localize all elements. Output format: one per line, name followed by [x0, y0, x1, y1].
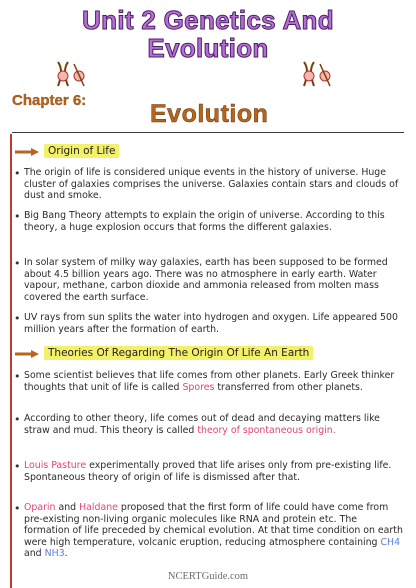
term-louis-pasture: Louis Pasture	[24, 460, 87, 471]
term-spores: Spores	[182, 381, 215, 393]
bullet-dot-icon: •	[14, 370, 21, 383]
paragraph-oparin-haldane: Oparin and Haldane proposed that the first form of life could have come from pre-existing non-living organic molecules like RNA and protein etc. The formation of life preceded by chemical evolution. At that time condition on earth were high temperature, volcanic eruption, reducing atmosphere containing CH4 and NH3.	[24, 502, 403, 560]
footer-source: NCERTGuide.com	[167, 571, 249, 582]
title-line-1: Unit 2 Genetics And	[82, 5, 334, 35]
bullet-dot-icon: •	[14, 413, 21, 426]
paragraph-other-planets: Some scientist believes that life comes from other planets. Early Greek thinker thoughts that unit of life is called Spores transferred from other planets.	[24, 370, 395, 393]
bullet-dot-icon: •	[14, 460, 21, 473]
paragraph-solar-system: In solar system of milky way galaxies, earth has been supposed to be formed about 4.5 billion years ago. There was no atmosphere in early earth. Water vapour, methane, carbon dioxide and ammonia released from molten mass covered the earth surface.	[24, 257, 388, 303]
title-line-2: Evolution	[147, 33, 269, 63]
arrow-right-icon	[14, 147, 40, 157]
term-oparin: Oparin	[24, 502, 56, 513]
term-ch4: CH4	[380, 536, 401, 548]
paragraph-origin: The origin of life is considered unique events in the history of universe. Huge cluster of galaxies comprises the universe. Galaxies contain stars and clouds of dust and smoke.	[24, 167, 399, 202]
margin-line	[10, 134, 12, 588]
bullet-dot-icon: •	[14, 167, 21, 180]
paragraph-pasteur: Louis Pasture experimentally proved that life arises only from pre-existing life. Spontaneous theory of origin of life is dismissed after that.	[24, 460, 392, 483]
term-haldane: Haldane	[79, 502, 118, 513]
section-heading-theories: Theories Of Regarding The Origin Of Life An Earth	[44, 346, 313, 360]
term-nh3: NH3	[44, 548, 65, 560]
chapter-title: Evolution	[150, 100, 269, 128]
bullet-dot-icon: •	[14, 257, 21, 270]
section-heading-origin-of-life: Origin of Life	[44, 144, 119, 158]
dna-chromosome-icon	[300, 60, 334, 88]
divider	[12, 132, 404, 133]
bullet-dot-icon: •	[14, 210, 21, 223]
arrow-right-icon	[14, 349, 40, 359]
chapter-label: Chapter 6:	[12, 92, 87, 109]
paragraph-big-bang: Big Bang Theory attempts to explain the origin of universe. According to this theory, a huge explosion occurs that forms the different galaxies.	[24, 210, 385, 233]
term-spontaneous-origin: theory of spontaneous origin.	[197, 424, 336, 436]
dna-chromosome-icon	[54, 60, 88, 88]
paragraph-spontaneous: According to other theory, life comes out of dead and decaying matters like straw and mud. This theory is called theory of spontaneous origin.	[24, 413, 380, 436]
bullet-dot-icon: •	[14, 312, 21, 325]
page-title	[0, 6, 416, 62]
paragraph-uv-rays: UV rays from sun splits the water into hydrogen and oxygen. Life appeared 500 million years after the formation of earth.	[24, 312, 398, 335]
bullet-dot-icon: •	[14, 502, 21, 515]
